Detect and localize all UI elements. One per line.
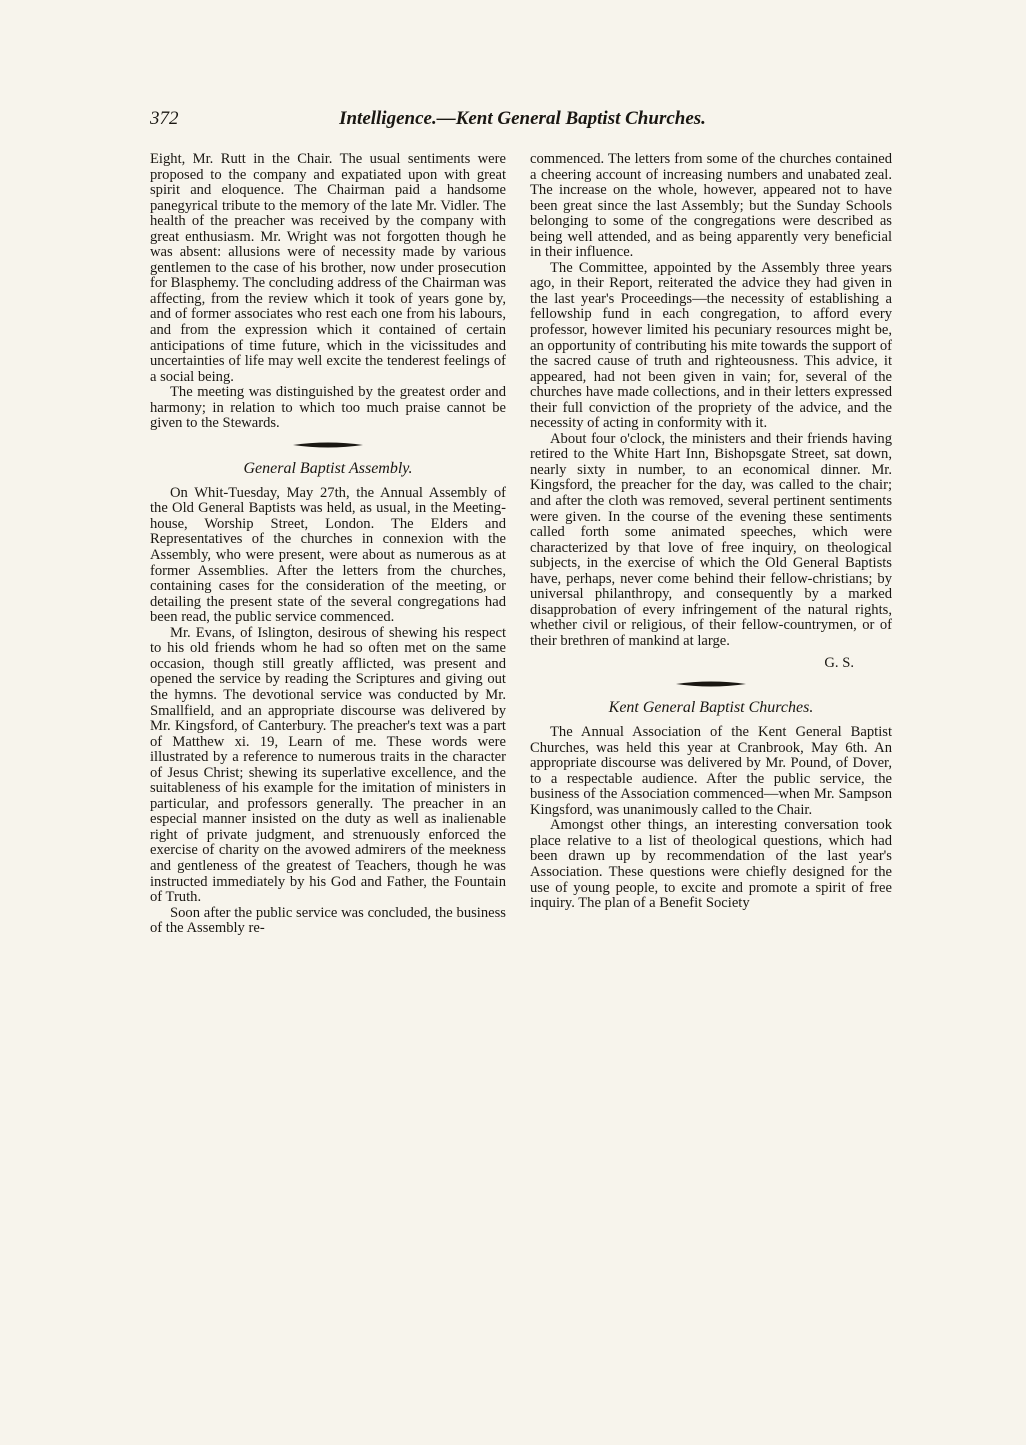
paragraph: commenced. The letters from some of the churches contained a cheering account of increasing numbers and unabated zeal. The increase on the whole, however, appeared not to have been great since the last Assembly; but the Sunday Schools belonging to some of the congregations were described as being well attended, and as being apparently very beneficial in their influence. (530, 151, 892, 261)
paragraph: Mr. Evans, of Islington, desirous of shewing his respect to his old friends whom he had so often met on the same occasion, though still greatly afflicted, was present and opened the service by reading the Scriptures and giving out the hymns. The devotional service was conducted by Mr. Smallfield, and an appropriate discourse was delivered by Mr. Kingsford, of Canterbury. The preacher's text was a part of Matthew xi. 19, Learn of me. These words were illustrated by a reference to numerous traits in the character of Jesus Christ; shewing its superlative excellence, and the suitableness of his example for the imitation of ministers in particular, and professors generally. The preacher in an especial manner insisted on the duty as well as inalienable right of private judgment, and strenuously enforced the exercise of charity on the avowed admirers of the meekness and gentleness of the greatest of Teachers, though he was instructed immediately by his God and Father, the Fountain of Truth. (150, 624, 506, 906)
section-title: Kent General Baptist Churches. (608, 699, 814, 717)
ornamental-rule-icon (293, 441, 363, 449)
running-title: Intelligence.—Kent General Baptist Churches. (339, 108, 706, 129)
page-header (150, 108, 895, 136)
paragraph: Eight, Mr. Rutt in the Chair. The usual sentiments were proposed to the company and expatiated upon with great spirit and eloquence. The Chairman paid a handsome panegyrical tribute to the memory of the late Mr. Vidler. The health of the preacher was received by the company with great enthusiasm. Mr. Wright was not forgotten though he was absent: allusions were of necessity made by various gentlemen to the case of his brother, now under prosecution for Blasphemy. The concluding address of the Chairman was affecting, from the review which it took of years gone by, and of former associates who rest each one from his labours, and from the expression which it contained of certain anticipations of time future, which in the vicissitudes and uncertainties of life may well excite the tenderest feelings of a social being. (150, 151, 506, 385)
paragraph: The Committee, appointed by the Assembly three years ago, in their Report, reiterated the advice they had given in the last year's Proceedings—the necessity of establishing a fellowship fund in each congregation, to afford every professor, however limited his pecuniary resources might be, an opportunity of contributing his mite towards the support of the sacred cause of truth and righteousness. This advice, it appeared, had not been given in vain; for, several of the churches have made collections, and in their letters expressed their full conviction of the propriety of the advice, and the necessity of acting in conformity with it. (530, 259, 892, 432)
ornamental-rule-icon (676, 680, 746, 688)
section-title: General Baptist Assembly. (243, 459, 413, 477)
page-number: 372 (150, 108, 179, 129)
paragraph: Soon after the public service was concluded, the business of the Assembly re- (150, 904, 506, 937)
paragraph: Amongst other things, an interesting conversation took place relative to a list of theological questions, which had been drawn up by recommendation of the last year's Association. These questions were chiefly designed for the use of young people, to excite and promote a spirit of free inquiry. The plan of a Benefit Society (530, 817, 892, 912)
section-divider (530, 679, 892, 689)
paragraph: The meeting was distinguished by the greatest order and harmony; in relation to which too much praise cannot be given to the Stewards. (150, 384, 506, 432)
section-divider (150, 440, 506, 450)
paragraph: On Whit-Tuesday, May 27th, the Annual Assembly of the Old General Baptists was held, as usual, in the Meeting-house, Worship Street, London. The Elders and Representatives of the churches in connexion with the Assembly, who were present, were about as numerous as at former Assemblies. After the letters from the churches, containing cases for the consideration of the meeting, or detailing the present state of the several congregations had been read, the public service commenced. (150, 484, 506, 626)
paragraph: The Annual Association of the Kent General Baptist Churches, was held this year at Cranbrook, May 6th. An appropriate discourse was delivered by Mr. Pound, of Dover, to a respectable audience. After the public service, the business of the Association commenced—when Mr. Sampson Kingsford, was unanimously called to the Chair. (530, 724, 892, 818)
right-column (530, 152, 892, 912)
left-column (150, 152, 506, 937)
paragraph: About four o'clock, the ministers and their friends having retired to the White Hart Inn, Bishopsgate Street, sat down, nearly sixty in number, to an economical dinner. Mr. Kingsford, the preacher for the day, was called to the chair; and after the cloth was removed, several pertinent sentiments were given. In the course of the evening these sentiments called forth some animated speeches, which were characterized by that love of free inquiry, on theological subjects, in the exercise of which the Old General Baptists have, perhaps, never come behind their fellow-christians; by universal philanthropy, and consequently by a marked disapprobation of every infringement of the natural rights, whether civil or religious, of their fellow-countrymen, or of their brethren of mankind at large. (530, 430, 892, 649)
signature: G. S. (824, 654, 854, 671)
